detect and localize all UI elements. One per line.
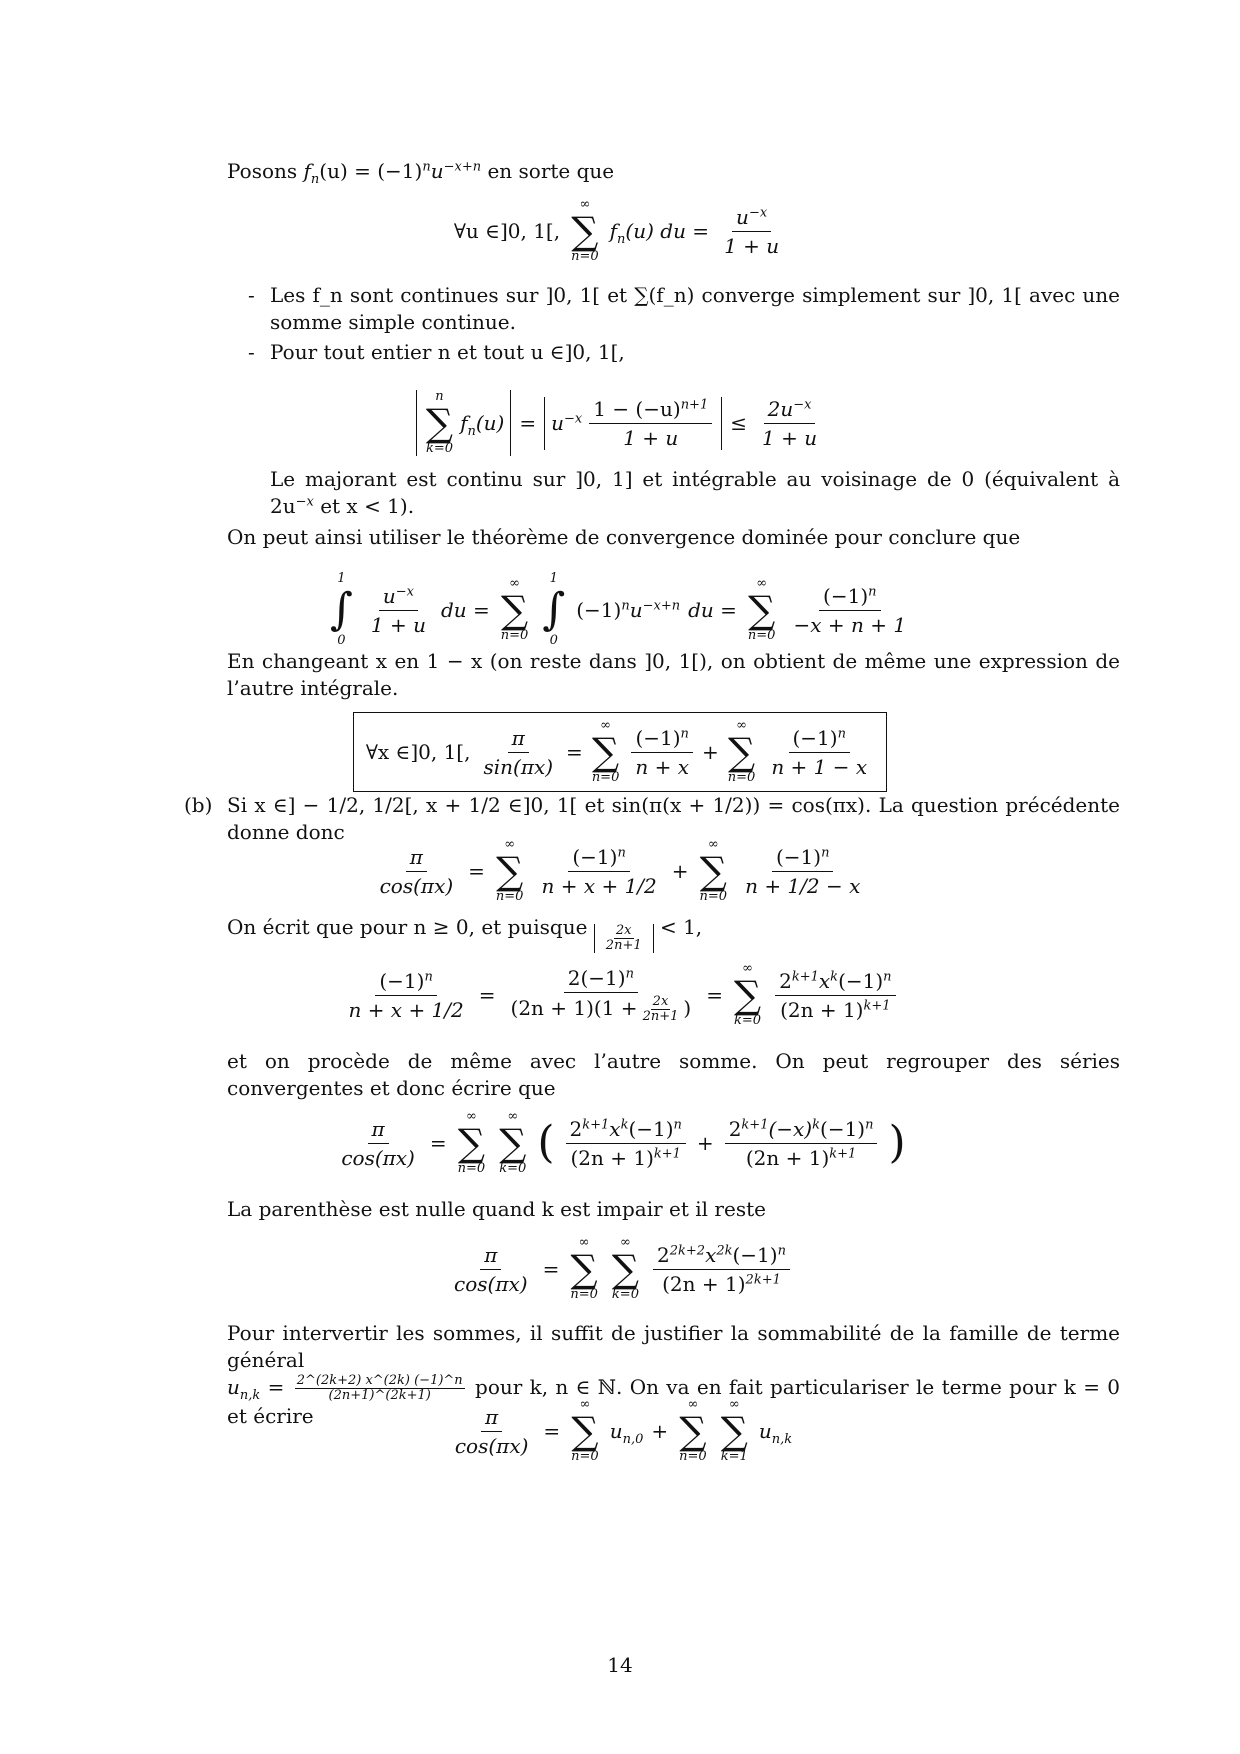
f1-den: n + x bbox=[635, 754, 689, 779]
eq6-fraction-a bbox=[566, 1117, 686, 1170]
f-den-exp: 2k+1 bbox=[745, 1271, 781, 1287]
sum-lower: n=0 bbox=[500, 628, 529, 643]
sum-upper: ∞ bbox=[707, 837, 719, 852]
sigma: ∑ bbox=[720, 1409, 748, 1453]
u-symbol: u bbox=[227, 1375, 240, 1399]
sum-upper: ∞ bbox=[600, 718, 611, 733]
equals: = bbox=[566, 739, 583, 764]
eq2-u: u bbox=[551, 410, 564, 435]
b-e2: k bbox=[812, 1116, 821, 1132]
integral-lower: 0 bbox=[337, 633, 346, 648]
b-num: 2 bbox=[728, 1116, 742, 1141]
f-x: x bbox=[705, 1242, 717, 1267]
exponent-2: −x+n bbox=[443, 159, 482, 175]
sum-lower: n=0 bbox=[571, 249, 599, 264]
left-paren: ( bbox=[537, 1117, 555, 1168]
sum-operator-2 bbox=[748, 577, 776, 643]
eq4-num: π bbox=[406, 845, 427, 872]
f1-num-exp: n bbox=[617, 844, 626, 860]
sum-lower: k=0 bbox=[734, 1013, 762, 1028]
f3-e2: k bbox=[830, 968, 839, 984]
para6-text: La parenthèse est nulle quand k est impair et il reste bbox=[227, 1197, 766, 1221]
bullet-text: Les f_n sont continues sur ]0, 1[ et ∑(f_n) converge simplement sur ]0, 1[ avec une somme simple continue. bbox=[270, 283, 1120, 334]
sum-operator bbox=[426, 390, 453, 456]
equals: = bbox=[260, 1375, 285, 1399]
sum-lower: n=0 bbox=[747, 628, 776, 643]
eq3-term-u-exp: −x+n bbox=[642, 597, 681, 613]
equation-2 bbox=[0, 380, 1240, 456]
equation-5 bbox=[0, 962, 1240, 1028]
absolute-value-right bbox=[544, 397, 722, 450]
intro-paragraph bbox=[227, 158, 1120, 185]
t2: u bbox=[758, 1418, 772, 1443]
eq5-fraction-3 bbox=[775, 969, 895, 1022]
f3-b: x bbox=[818, 968, 831, 993]
sum-upper: ∞ bbox=[504, 837, 516, 852]
para4-text-2: < 1, bbox=[659, 915, 703, 939]
sum-operator-3 bbox=[721, 1398, 748, 1464]
f3-den: (2n + 1) bbox=[780, 997, 864, 1022]
para7-fnum: 2^(2k+2) x^(2k) (−1)^n bbox=[296, 1373, 463, 1388]
sum-operator bbox=[570, 1236, 598, 1302]
eq1-lhs: ∀u ∈]0, 1[, bbox=[453, 218, 561, 243]
equation-4 bbox=[0, 838, 1240, 904]
eq8-den: cos(πx) bbox=[454, 1433, 529, 1458]
eq7-num: π bbox=[480, 1243, 501, 1270]
equation-6 bbox=[0, 1110, 1240, 1176]
para7-text-2: pour k, n ∈ ℕ. On va en fait particulariser le terme pour k = 0 et écrire bbox=[227, 1375, 1120, 1428]
a-x: x bbox=[609, 1116, 621, 1141]
f3-e1: k+1 bbox=[791, 968, 819, 984]
eq1-term: f bbox=[609, 218, 618, 243]
para1-exp: −x bbox=[295, 494, 314, 510]
eq3-du2: du = bbox=[688, 597, 737, 622]
f2-den-b: ) bbox=[683, 996, 692, 1020]
para1-text: Le majorant est continu sur ]0, 1] et intégrable au voisinage de 0 (équivalent à 2u bbox=[270, 467, 1120, 518]
sum-upper: ∞ bbox=[509, 576, 520, 591]
bullet-text: Pour tout entier n et tout u ∈]0, 1[, bbox=[270, 340, 625, 364]
f-num: 2 bbox=[657, 1242, 670, 1267]
equals: = bbox=[478, 982, 496, 1007]
eq6-lhs-fraction bbox=[337, 1117, 419, 1170]
f-e1: 2k+2 bbox=[669, 1242, 706, 1258]
eq2-term: f bbox=[460, 410, 468, 435]
sigma: ∑ bbox=[733, 973, 762, 1017]
right-paren: ) bbox=[888, 1117, 906, 1168]
boxed-fraction bbox=[479, 726, 557, 779]
paragraph-dominated bbox=[227, 524, 1120, 551]
sum-lower: n=0 bbox=[679, 1449, 707, 1464]
eq3-fraction bbox=[367, 584, 430, 637]
bullet-mark: - bbox=[248, 340, 255, 364]
boxed-num: π bbox=[508, 726, 529, 753]
u-symbol: u bbox=[430, 159, 444, 183]
boxed-lhs: ∀x ∈]0, 1[, bbox=[365, 739, 471, 764]
integral-upper: 1 bbox=[549, 571, 558, 586]
para1-end: et x < 1). bbox=[313, 494, 415, 518]
abs-small bbox=[594, 924, 654, 953]
para7-text: Pour intervertir les sommes, il suffit de justifier la sommabilité de la famille de terme général bbox=[227, 1321, 1120, 1372]
eq2-fraction-2 bbox=[758, 397, 821, 450]
result-box bbox=[353, 712, 887, 792]
eq1-term-sub: n bbox=[617, 231, 626, 247]
sum-upper: ∞ bbox=[579, 197, 591, 212]
sum-lower: n=0 bbox=[699, 889, 728, 904]
f-e3: n bbox=[777, 1242, 786, 1258]
less-equal: ≤ bbox=[730, 410, 747, 435]
a-den: (2n + 1) bbox=[570, 1145, 654, 1170]
f2-num: 2(−1) bbox=[567, 966, 626, 990]
sum-operator bbox=[501, 577, 529, 643]
sum-upper: ∞ bbox=[578, 1235, 590, 1250]
eq7-den: cos(πx) bbox=[454, 1271, 528, 1296]
sum-upper: ∞ bbox=[620, 1235, 631, 1250]
sigma: ∑ bbox=[499, 1121, 527, 1165]
equals: = bbox=[519, 410, 537, 435]
a-den-exp: k+1 bbox=[653, 1145, 681, 1161]
plus: + bbox=[696, 1130, 714, 1155]
plus: + bbox=[651, 1418, 669, 1443]
f-subscript: n bbox=[310, 172, 320, 187]
eq4-fraction-1 bbox=[537, 845, 660, 898]
f2-den: n + 1 − x bbox=[771, 754, 868, 779]
intro-text-end: en sorte que bbox=[481, 159, 615, 183]
eq4-den: cos(πx) bbox=[379, 873, 454, 898]
f1-den: n + x + 1/2 bbox=[348, 997, 464, 1022]
para4-fnum: 2x bbox=[615, 923, 632, 938]
equals: = bbox=[543, 1418, 561, 1443]
sigma: ∑ bbox=[571, 1409, 599, 1453]
eq4-lhs-fraction bbox=[376, 845, 458, 898]
b-x: (−x) bbox=[768, 1116, 813, 1141]
eq3-du: du = bbox=[440, 597, 490, 622]
f1-num-exp: n bbox=[680, 725, 689, 741]
eq3-term: (−1) bbox=[576, 597, 622, 622]
f2-den-fden: 2n+1 bbox=[642, 1009, 679, 1024]
sigma: ∑ bbox=[679, 1409, 707, 1453]
sum-lower: k=0 bbox=[611, 1287, 639, 1302]
equation-1 bbox=[0, 198, 1240, 264]
eq2-term-sub: n bbox=[467, 423, 476, 439]
sum-lower: n=0 bbox=[570, 1287, 598, 1302]
intro-text: Posons bbox=[227, 159, 304, 183]
eq2-num: 1 − (−u) bbox=[593, 396, 681, 421]
eq2-num-exp: n+1 bbox=[680, 396, 709, 412]
a-e2: k bbox=[620, 1116, 629, 1132]
part-label: (b) bbox=[184, 793, 213, 817]
paragraph-majorant bbox=[270, 466, 1120, 520]
t1-sub: n,0 bbox=[622, 1431, 644, 1447]
boxed-fraction-2 bbox=[767, 726, 871, 779]
eq3-fnum-exp: n bbox=[868, 583, 877, 599]
para3-text: En changeant x en 1 − x (on reste dans ]0, 1[), on obtient de même une expression de l’autre intégrale. bbox=[227, 649, 1120, 700]
sum-upper: ∞ bbox=[756, 576, 768, 591]
eq3-fden: −x + n + 1 bbox=[793, 612, 907, 637]
sum-operator-2 bbox=[700, 838, 728, 904]
sigma: ∑ bbox=[611, 1247, 640, 1291]
sigma: ∑ bbox=[570, 1247, 598, 1291]
eq3-den: 1 + u bbox=[370, 612, 426, 637]
f3-den-exp: k+1 bbox=[863, 997, 891, 1013]
f1-num: (−1) bbox=[635, 725, 681, 750]
sigma: ∑ bbox=[592, 730, 620, 774]
eq7-fraction bbox=[653, 1243, 790, 1296]
f-m: (−1) bbox=[732, 1242, 778, 1267]
eq6-num: π bbox=[368, 1117, 389, 1144]
partb-text: Si x ∈] − 1/2, 1/2[, x + 1/2 ∈]0, 1[ et sin(π(x + 1/2)) = cos(πx). La question précédente donne donc bbox=[227, 793, 1120, 844]
sum-upper: ∞ bbox=[687, 1397, 699, 1412]
equals: = bbox=[429, 1130, 447, 1155]
sum-lower: n=0 bbox=[495, 889, 524, 904]
sigma: ∑ bbox=[496, 849, 524, 893]
f2-num-exp: n bbox=[837, 725, 846, 741]
paragraph-change-variable bbox=[227, 648, 1120, 702]
eq2-num2: 2u bbox=[767, 396, 794, 421]
equals: = bbox=[468, 858, 485, 883]
a-num: 2 bbox=[569, 1116, 583, 1141]
b-e1: k+1 bbox=[741, 1116, 769, 1132]
eq3-num-exp: −x bbox=[395, 583, 414, 599]
a-e3: n bbox=[673, 1116, 682, 1132]
equals: = bbox=[542, 1256, 560, 1281]
a-e1: k+1 bbox=[582, 1116, 610, 1132]
eq5-fraction-2 bbox=[507, 966, 696, 1024]
sum-operator bbox=[571, 198, 599, 264]
sigma: ∑ bbox=[500, 588, 529, 632]
f2-den-fraction bbox=[641, 995, 681, 1024]
sum-operator bbox=[734, 962, 761, 1028]
t1: u bbox=[609, 1418, 623, 1443]
equals-2: = bbox=[706, 982, 723, 1007]
f-symbol: f bbox=[303, 159, 311, 183]
plus: + bbox=[702, 739, 719, 764]
f1-den: n + x + 1/2 bbox=[541, 873, 657, 898]
exponent: n bbox=[422, 159, 431, 175]
equation-7 bbox=[0, 1236, 1240, 1302]
sum-upper: ∞ bbox=[736, 718, 747, 733]
eq2-den: 1 + u bbox=[623, 425, 679, 450]
para4-fraction bbox=[604, 924, 644, 953]
sum-operator-2 bbox=[679, 1398, 707, 1464]
eq2-term-rest: (u) bbox=[475, 410, 505, 435]
eq3-fraction-2 bbox=[789, 584, 910, 637]
sigma: ∑ bbox=[425, 401, 454, 445]
sigma: ∑ bbox=[699, 849, 727, 893]
sum-upper: ∞ bbox=[579, 1397, 591, 1412]
f3-c: (−1) bbox=[838, 968, 884, 993]
integral-lower: 0 bbox=[549, 633, 558, 648]
f2-num-exp: n bbox=[625, 966, 634, 982]
eq5-fraction-1 bbox=[344, 969, 467, 1022]
sigma: ∑ bbox=[457, 1121, 485, 1165]
eq1-num: u bbox=[736, 204, 749, 229]
f-den: (2n + 1) bbox=[662, 1271, 746, 1296]
sum-lower: k=0 bbox=[425, 441, 454, 456]
sum-lower: n=0 bbox=[457, 1161, 486, 1176]
eq2-fraction bbox=[589, 397, 712, 450]
boxed-den: sin(πx) bbox=[483, 754, 554, 779]
eq8-lhs-fraction bbox=[451, 1405, 533, 1458]
boxed-fraction-1 bbox=[631, 726, 693, 779]
boxed-result bbox=[0, 712, 1240, 792]
sum-operator bbox=[571, 1398, 599, 1464]
integral-operator-2 bbox=[542, 572, 565, 648]
eq1-num-exp: −x bbox=[748, 204, 768, 220]
sum-operator bbox=[496, 838, 524, 904]
sum-lower: k=1 bbox=[720, 1449, 748, 1464]
integral-sign: ∫ bbox=[329, 584, 353, 635]
u-sub: n,k bbox=[239, 1388, 261, 1403]
sum-operator-2 bbox=[728, 719, 756, 785]
paragraph-regroup bbox=[227, 1048, 1120, 1102]
eq3-fnum: (−1) bbox=[823, 583, 869, 608]
b-den-exp: k+1 bbox=[829, 1145, 857, 1161]
sum-upper: ∞ bbox=[742, 961, 753, 976]
sum-upper: ∞ bbox=[465, 1109, 477, 1124]
plus: + bbox=[671, 858, 689, 883]
t2-sub: n,k bbox=[771, 1431, 793, 1447]
paragraph-parenthese bbox=[227, 1196, 1120, 1223]
sigma: ∑ bbox=[727, 730, 756, 774]
eq4-fraction-2 bbox=[741, 845, 864, 898]
sum-lower: n=0 bbox=[591, 770, 620, 785]
f2-den: n + 1/2 − x bbox=[745, 873, 861, 898]
sum-lower: n=0 bbox=[727, 770, 756, 785]
eq6-fraction-b bbox=[725, 1117, 878, 1170]
b-m: (−1) bbox=[820, 1116, 866, 1141]
equation-3 bbox=[0, 562, 1240, 648]
para7-fden: (2n+1)^(2k+1) bbox=[328, 1388, 431, 1403]
f1-num: (−1) bbox=[379, 968, 425, 993]
sum-operator bbox=[592, 719, 620, 785]
b-den: (2n + 1) bbox=[745, 1145, 830, 1170]
eq1-fraction bbox=[720, 205, 783, 258]
sum-operator-2 bbox=[499, 1110, 526, 1176]
integral-operator bbox=[330, 572, 353, 648]
f1-num-exp: n bbox=[424, 968, 433, 984]
para4-fden: 2n+1 bbox=[605, 938, 642, 953]
f2-den-fnum: 2x bbox=[652, 994, 669, 1009]
sum-upper: n bbox=[435, 389, 444, 404]
eq1-term-rest: (u) du = bbox=[625, 218, 710, 243]
eq7-lhs-fraction bbox=[450, 1243, 532, 1296]
eq2-u-exp: −x bbox=[564, 410, 583, 426]
eq8-num: π bbox=[481, 1405, 502, 1432]
sum-operator-2 bbox=[612, 1236, 639, 1302]
f2-num-exp: n bbox=[821, 844, 830, 860]
f2-num: (−1) bbox=[792, 725, 838, 750]
para2-text: On peut ainsi utiliser le théorème de convergence dominée pour conclure que bbox=[227, 525, 1021, 549]
sum-operator bbox=[458, 1110, 486, 1176]
integral-upper: 1 bbox=[337, 571, 346, 586]
eq3-term-u: u bbox=[629, 597, 643, 622]
sigma: ∑ bbox=[748, 588, 776, 632]
page-number: 14 bbox=[607, 1653, 633, 1677]
absolute-value-left bbox=[416, 390, 511, 456]
f3-e3: n bbox=[883, 968, 892, 984]
paragraph-ecrit bbox=[227, 914, 1120, 953]
intro-text-2: (u) = (−1) bbox=[319, 159, 423, 183]
sum-lower: n=0 bbox=[571, 1449, 599, 1464]
eq2-den2: 1 + u bbox=[762, 425, 818, 450]
para5-text: et on procède de même avec l’autre somme. On peut regrouper des séries convergentes et donc écrire que bbox=[227, 1049, 1120, 1100]
eq1-den: 1 + u bbox=[724, 233, 780, 258]
eq2-num2-exp: −x bbox=[793, 396, 812, 412]
f1-num: (−1) bbox=[572, 844, 618, 869]
b-e3: n bbox=[865, 1116, 874, 1132]
f-e2: 2k bbox=[716, 1242, 733, 1258]
sum-upper: ∞ bbox=[728, 1397, 740, 1412]
eq6-den: cos(πx) bbox=[341, 1145, 415, 1170]
f3-a: 2 bbox=[779, 968, 792, 993]
a-m: (−1) bbox=[628, 1116, 674, 1141]
eq3-num: u bbox=[382, 583, 396, 608]
eq3-term-exp: n bbox=[621, 597, 630, 613]
sum-upper: ∞ bbox=[507, 1109, 519, 1124]
para4-text: On écrit que pour n ≥ 0, et puisque bbox=[227, 915, 588, 939]
sigma: ∑ bbox=[571, 209, 599, 253]
bullet-mark: - bbox=[248, 283, 255, 307]
f2-num: (−1) bbox=[775, 844, 822, 869]
equation-8 bbox=[0, 1398, 1240, 1464]
f2-den-a: (2n + 1)(1 + bbox=[510, 996, 638, 1020]
sum-lower: k=0 bbox=[499, 1161, 527, 1176]
integral-sign: ∫ bbox=[542, 584, 566, 635]
